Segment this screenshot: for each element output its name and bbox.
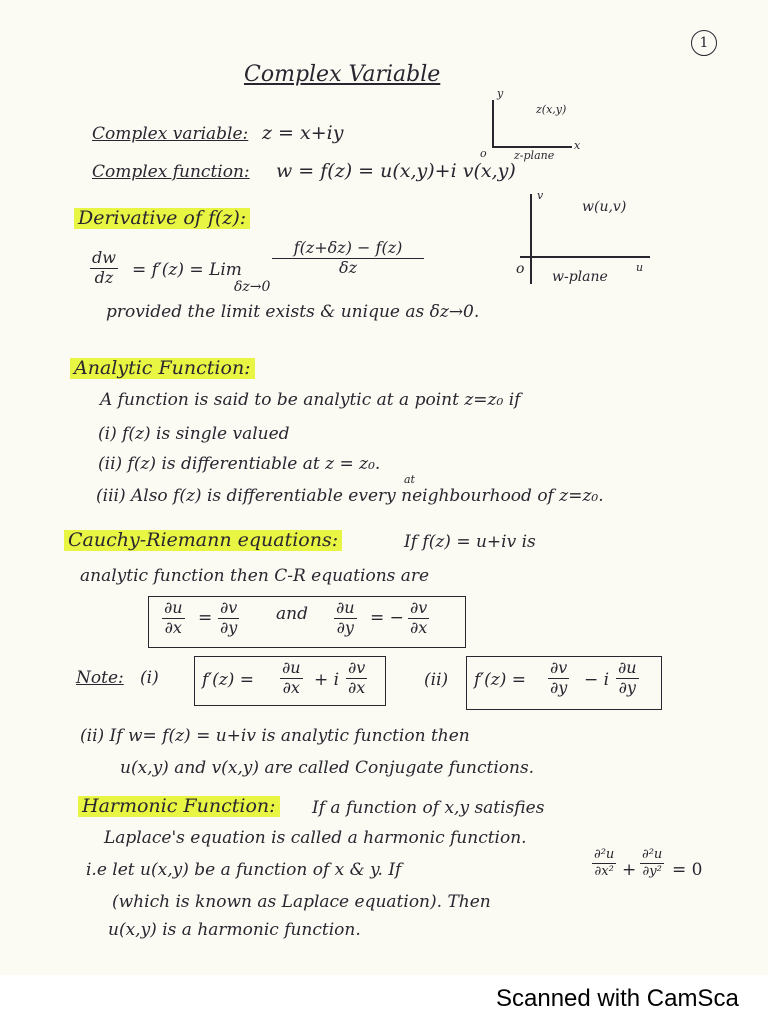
harmonic-line-3: i.e let u(x,y) be a function of x & y. If — [86, 860, 402, 880]
note-conjugate-line-1: (ii) If w= f(z) = u+iv is analytic function then — [80, 726, 470, 746]
note-i: (i) — [140, 668, 159, 688]
note-ii: (ii) — [424, 670, 449, 690]
analytic-at-caret: at — [404, 473, 415, 486]
analytic-heading: Analytic Function: — [70, 358, 255, 379]
note-f2-dv-dy: $\frac{\partial v}{\partial y}$ — [550, 658, 568, 697]
cr-equals-neg: = − — [370, 608, 404, 628]
z-plane-y-axis — [492, 100, 494, 148]
note-f1-du-dx: $\frac{\partial u}{\partial x}$ — [282, 658, 301, 697]
derivative-heading: Derivative of f(z): — [74, 208, 250, 229]
harmonic-line-5: u(x,y) is a harmonic function. — [108, 920, 361, 940]
analytic-item-2: (ii) f(z) is differentiable at z = z₀. — [98, 454, 381, 474]
harmonic-line-1: If a function of x,y satisfies — [312, 798, 545, 818]
cr-equals-1: = — [198, 608, 213, 628]
w-plane-origin: o — [516, 261, 525, 277]
z-plane-label: z-plane — [514, 149, 555, 162]
camscanner-watermark: Scanned with CamSca — [496, 985, 739, 1012]
note-f1-dv-dx: $\frac{\partial v}{\partial x}$ — [348, 658, 366, 697]
w-plane-v-axis — [530, 194, 532, 284]
limit-subscript: δz→0 — [234, 279, 271, 295]
cr-du-dx: $\frac{\partial u}{\partial x}$ — [164, 598, 183, 637]
z-plane-point: z(x,y) — [536, 103, 567, 116]
harmonic-line-2: Laplace's equation is called a harmonic function. — [104, 828, 527, 848]
cr-dv-dy: $\frac{\partial v}{\partial y}$ — [220, 598, 238, 637]
laplace-equals-zero: = 0 — [672, 860, 703, 880]
cauchy-riemann-heading: Cauchy-Riemann equations: — [64, 530, 342, 551]
complex-function-label: Complex function: — [92, 162, 250, 182]
complex-variable-label: Complex variable: — [92, 124, 249, 144]
harmonic-heading: Harmonic Function: — [78, 796, 280, 817]
complex-variable-eq: z = x+iy — [262, 122, 344, 144]
z-plane-x-label: x — [574, 139, 581, 152]
complex-function-eq: w = f(z) = u(x,y)+i v(x,y) — [276, 160, 516, 182]
cauchy-line-1: If f(z) = u+iv is — [404, 532, 536, 552]
difference-quotient: $\frac{f(z+\delta z) - f(z)}{\delta z}$ — [274, 240, 422, 277]
cr-and: and — [276, 604, 308, 624]
w-plane-u-axis — [520, 256, 650, 258]
note-f1-lhs: f′(z) = — [202, 670, 255, 690]
derivative-provided: provided the limit exists & unique as δz→0. — [106, 302, 480, 322]
z-plane-x-axis — [492, 146, 572, 148]
laplace-d2u-dy2: $\frac{\text{∂²u}}{\text{∂y²}}$ — [642, 847, 663, 879]
note-f2-minus-i: − i — [584, 670, 610, 690]
page-title: Complex Variable — [244, 62, 441, 87]
z-plane-y-label: y — [497, 87, 504, 100]
note-f2-du-dy: $\frac{\partial u}{\partial y}$ — [618, 658, 637, 697]
cauchy-line-2: analytic function then C-R equations are — [80, 566, 430, 586]
note-label: Note: — [76, 668, 124, 688]
laplace-plus: + — [622, 860, 637, 880]
cr-dv-dx: $\frac{\partial v}{\partial x}$ — [410, 598, 428, 637]
w-plane-u-label: u — [636, 261, 644, 274]
derivative-mid: = f′(z) = Lim — [132, 260, 242, 280]
w-plane-v-label: v — [537, 189, 544, 202]
w-plane-label: w-plane — [552, 269, 608, 285]
analytic-item-1: (i) f(z) is single valued — [98, 424, 290, 444]
harmonic-line-4: (which is known as Laplace equation). Then — [112, 892, 491, 912]
note-conjugate-line-2: u(x,y) and v(x,y) are called Conjugate functions. — [120, 758, 535, 778]
note-f2-lhs: f′(z) = — [474, 670, 527, 690]
page-number: 1 — [691, 30, 717, 56]
analytic-intro: A function is said to be analytic at a point z=z₀ if — [100, 390, 521, 410]
z-plane-origin: o — [480, 147, 487, 160]
laplace-d2u-dx2: $\frac{\text{∂²u}}{\text{∂x²}}$ — [594, 847, 615, 879]
note-f1-plus-i: + i — [314, 670, 340, 690]
dw-dz-fraction: $\frac{dw}{dz}$ — [92, 248, 116, 287]
analytic-item-3: (iii) Also f(z) is differentiable every neighbourhood of z=z₀. — [96, 486, 604, 506]
cr-du-dy: $\frac{\partial u}{\partial y}$ — [336, 598, 355, 637]
w-plane-point: w(u,v) — [582, 199, 627, 215]
